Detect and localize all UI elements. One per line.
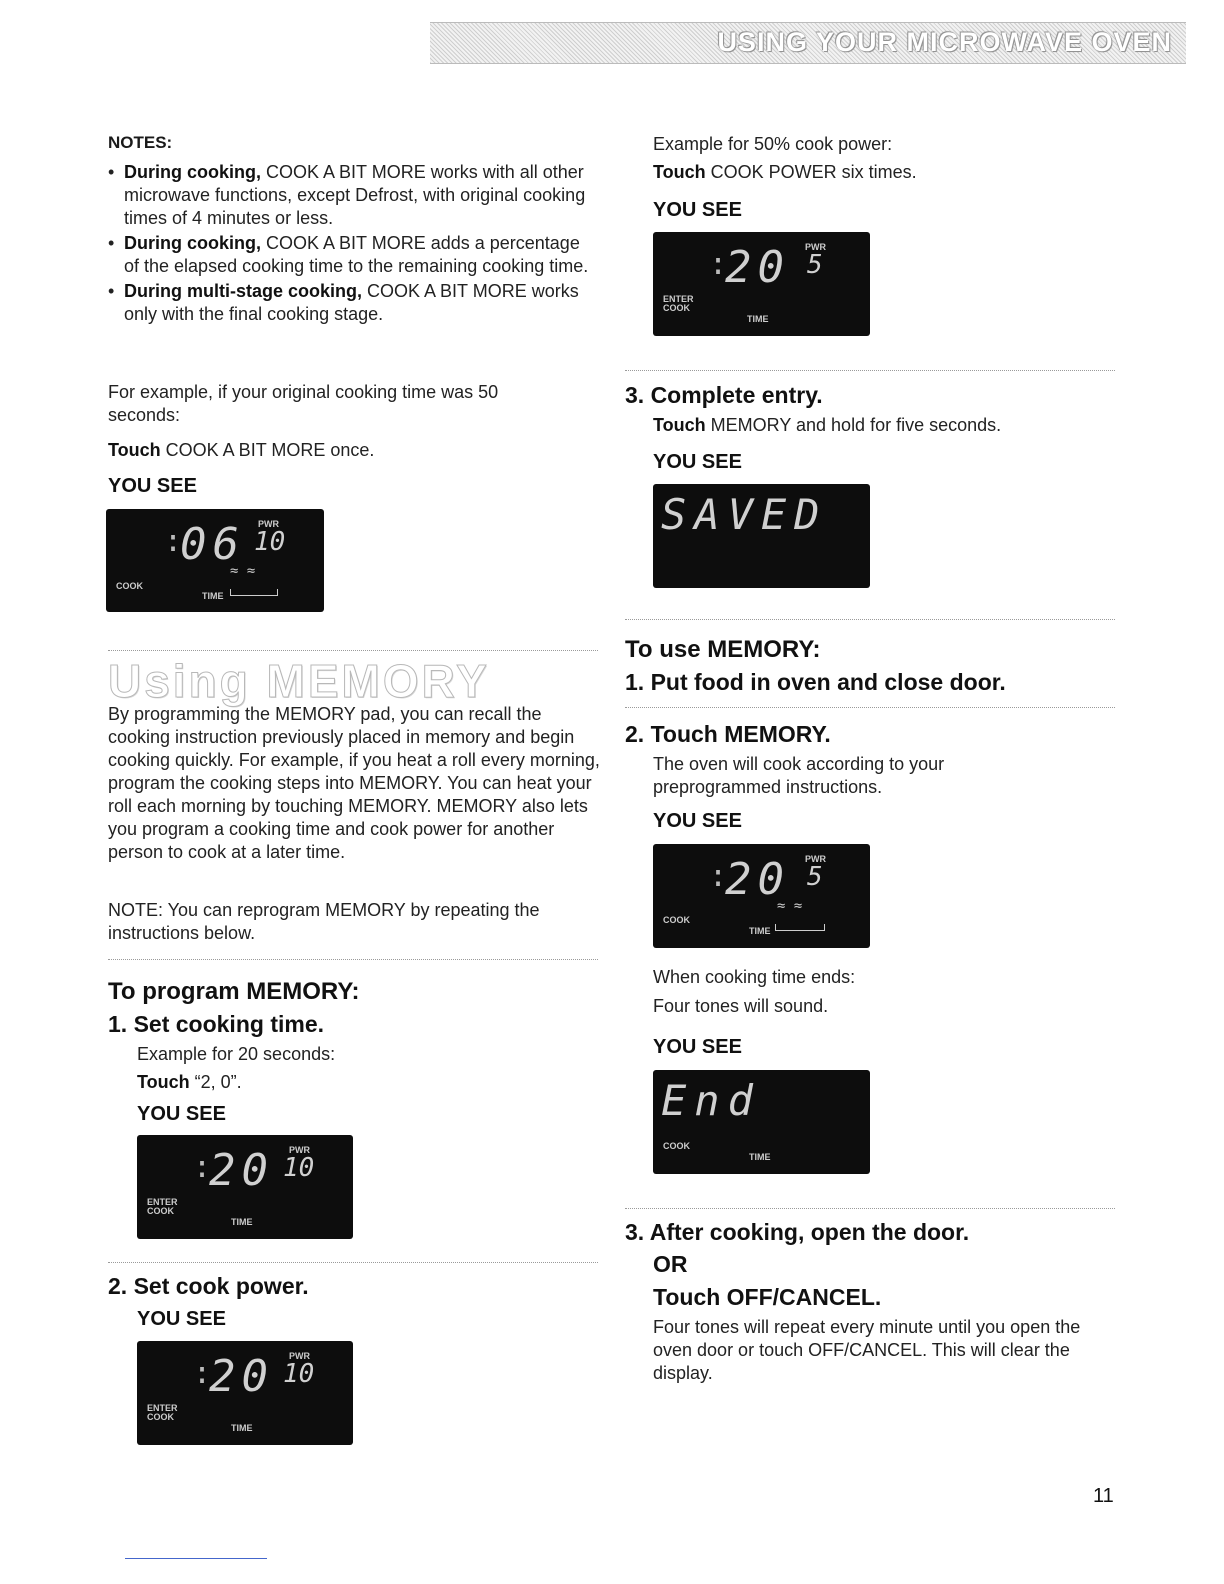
divider	[625, 1208, 1115, 1209]
display-colon: :	[193, 1150, 212, 1185]
program-step-2-title: 2. Set cook power.	[108, 1273, 309, 1299]
divider	[625, 619, 1115, 620]
display-time-label: TIME	[749, 926, 771, 936]
memory-note: NOTE: You can reprogram MEMORY by repeating the instructions below.	[108, 900, 540, 943]
display-pwr-label: PWR	[289, 1351, 310, 1361]
you-see-label: YOU SEE	[653, 199, 742, 221]
display-digits: 20	[725, 242, 790, 293]
you-see-label: YOU SEE	[137, 1308, 226, 1330]
use-step-3-title: 3. After cooking, open the door.	[625, 1219, 970, 1245]
you-see-label: YOU SEE	[653, 1036, 742, 1058]
program-step-3-touch: Touch MEMORY and hold for five seconds.	[653, 415, 1002, 435]
display-pwr-label: PWR	[258, 519, 279, 529]
four-tones-sound: Four tones will sound.	[653, 996, 829, 1016]
display-set-time	[137, 1135, 353, 1239]
display-pwr-value: 5	[807, 862, 823, 892]
you-see-label: YOU SEE	[653, 810, 742, 832]
power-touch: Touch COOK POWER six times.	[653, 162, 917, 182]
display-digits: 06	[180, 519, 245, 570]
display-colon: :	[709, 859, 728, 894]
you-see-label: YOU SEE	[108, 475, 197, 497]
when-cooking-ends: When cooking time ends:	[653, 967, 856, 987]
footer-line	[125, 1558, 267, 1559]
divider	[108, 650, 598, 651]
display-cook-label: COOK	[147, 1206, 174, 1216]
use-step-3-touch: Touch OFF/CANCEL.	[653, 1284, 882, 1310]
display-cook-label: COOK	[663, 1141, 690, 1151]
divider	[108, 959, 598, 960]
program-step-1-touch: Touch “2, 0”.	[137, 1072, 242, 1092]
use-step-1-title: 1. Put food in oven and close door.	[625, 669, 1006, 695]
display-message: End	[661, 1076, 761, 1125]
memory-body: By programming the MEMORY pad, you can recall the cooking instruction previously placed in memory and begin cooking quickly. For example, if you heat a roll every morning, program the cooking steps into MEMORY. You can heat your roll each morning by touching MEMORY. MEMORY also lets you program a cooking time and cook power for another person to cook at a later time.	[108, 704, 600, 862]
display-digits: 20	[209, 1351, 274, 1402]
you-see-label: YOU SEE	[137, 1103, 226, 1125]
divider	[108, 1262, 598, 1263]
display-pwr-label: PWR	[805, 854, 826, 864]
use-step-3-or: OR	[653, 1251, 688, 1277]
display-enter-label: ENTER	[147, 1403, 178, 1413]
section-title-memory: Using MEMORY	[108, 655, 490, 707]
use-step-3-text: Four tones will repeat every minute until you open the oven door or touch OFF/CANCEL. This will clear the display.	[653, 1317, 1081, 1383]
divider	[625, 370, 1115, 371]
note-item: • During cooking, COOK A BIT MORE works with all other microwave functions, except Defrost, with original cooking times of 4 minutes or less.	[108, 161, 598, 230]
program-step-1-example: Example for 20 seconds:	[137, 1044, 336, 1064]
display-saved	[653, 484, 870, 588]
display-enter-label: ENTER	[147, 1197, 178, 1207]
notes-list	[108, 161, 598, 328]
display-waves: ≈ ≈	[230, 563, 256, 579]
example-intro: For example, if your original cooking time was 50 seconds:	[108, 382, 499, 425]
display-set-power	[137, 1341, 353, 1445]
display-colon: :	[709, 247, 728, 282]
use-memory-heading: To use MEMORY:	[625, 636, 821, 663]
you-see-label: YOU SEE	[653, 451, 742, 473]
power-example: Example for 50% cook power:	[653, 134, 893, 154]
divider	[625, 707, 1115, 708]
display-power-50	[653, 232, 870, 336]
example-touch: Touch COOK A BIT MORE once.	[108, 440, 375, 460]
page-number: 11	[1093, 1485, 1114, 1507]
program-memory-heading: To program MEMORY:	[108, 978, 360, 1005]
display-pwr-label: PWR	[805, 242, 826, 252]
display-time-label: TIME	[231, 1423, 253, 1433]
program-step-3-title: 3. Complete entry.	[625, 382, 823, 408]
header-banner	[430, 22, 1186, 64]
display-message: SAVED	[661, 490, 828, 539]
display-cook-label: COOK	[663, 915, 690, 925]
display-time-label: TIME	[749, 1152, 771, 1162]
display-digits: 20	[209, 1145, 274, 1196]
display-colon: :	[193, 1356, 212, 1391]
display-time-label: TIME	[747, 314, 769, 324]
display-time-label: TIME	[231, 1217, 253, 1227]
display-cook-label: COOK	[147, 1412, 174, 1422]
display-waves: ≈ ≈	[777, 898, 803, 914]
display-cook-label: COOK	[116, 581, 143, 591]
notes-heading: NOTES:	[108, 133, 173, 152]
display-time-bracket	[775, 924, 825, 931]
display-time-bracket	[230, 589, 278, 596]
display-digits: 20	[725, 854, 790, 905]
display-end	[653, 1070, 870, 1174]
display-pwr-value: 5	[807, 250, 823, 280]
display-enter-label: ENTER	[663, 294, 694, 304]
display-cook-label: COOK	[663, 303, 690, 313]
program-step-1-title: 1. Set cooking time.	[108, 1011, 324, 1037]
display-pwr-value: 10	[283, 1359, 315, 1389]
display-pwr-value: 10	[254, 527, 286, 557]
display-pwr-label: PWR	[289, 1145, 310, 1155]
use-step-2-text: The oven will cook according to your preprogrammed instructions.	[653, 754, 945, 797]
display-memory-cooking	[653, 844, 870, 948]
display-time-label: TIME	[202, 591, 224, 601]
use-step-2-title: 2. Touch MEMORY.	[625, 721, 831, 747]
note-item: • During multi-stage cooking, COOK A BIT MORE works only with the final cooking stage.	[108, 280, 598, 326]
display-colon: :	[164, 524, 183, 559]
note-item: • During cooking, COOK A BIT MORE adds a percentage of the elapsed cooking time to the remaining cooking time.	[108, 232, 598, 278]
display-cook-a-bit-more	[106, 509, 324, 612]
display-pwr-value: 10	[283, 1153, 315, 1183]
header-title: USING YOUR MICROWAVE OVEN	[717, 27, 1172, 57]
